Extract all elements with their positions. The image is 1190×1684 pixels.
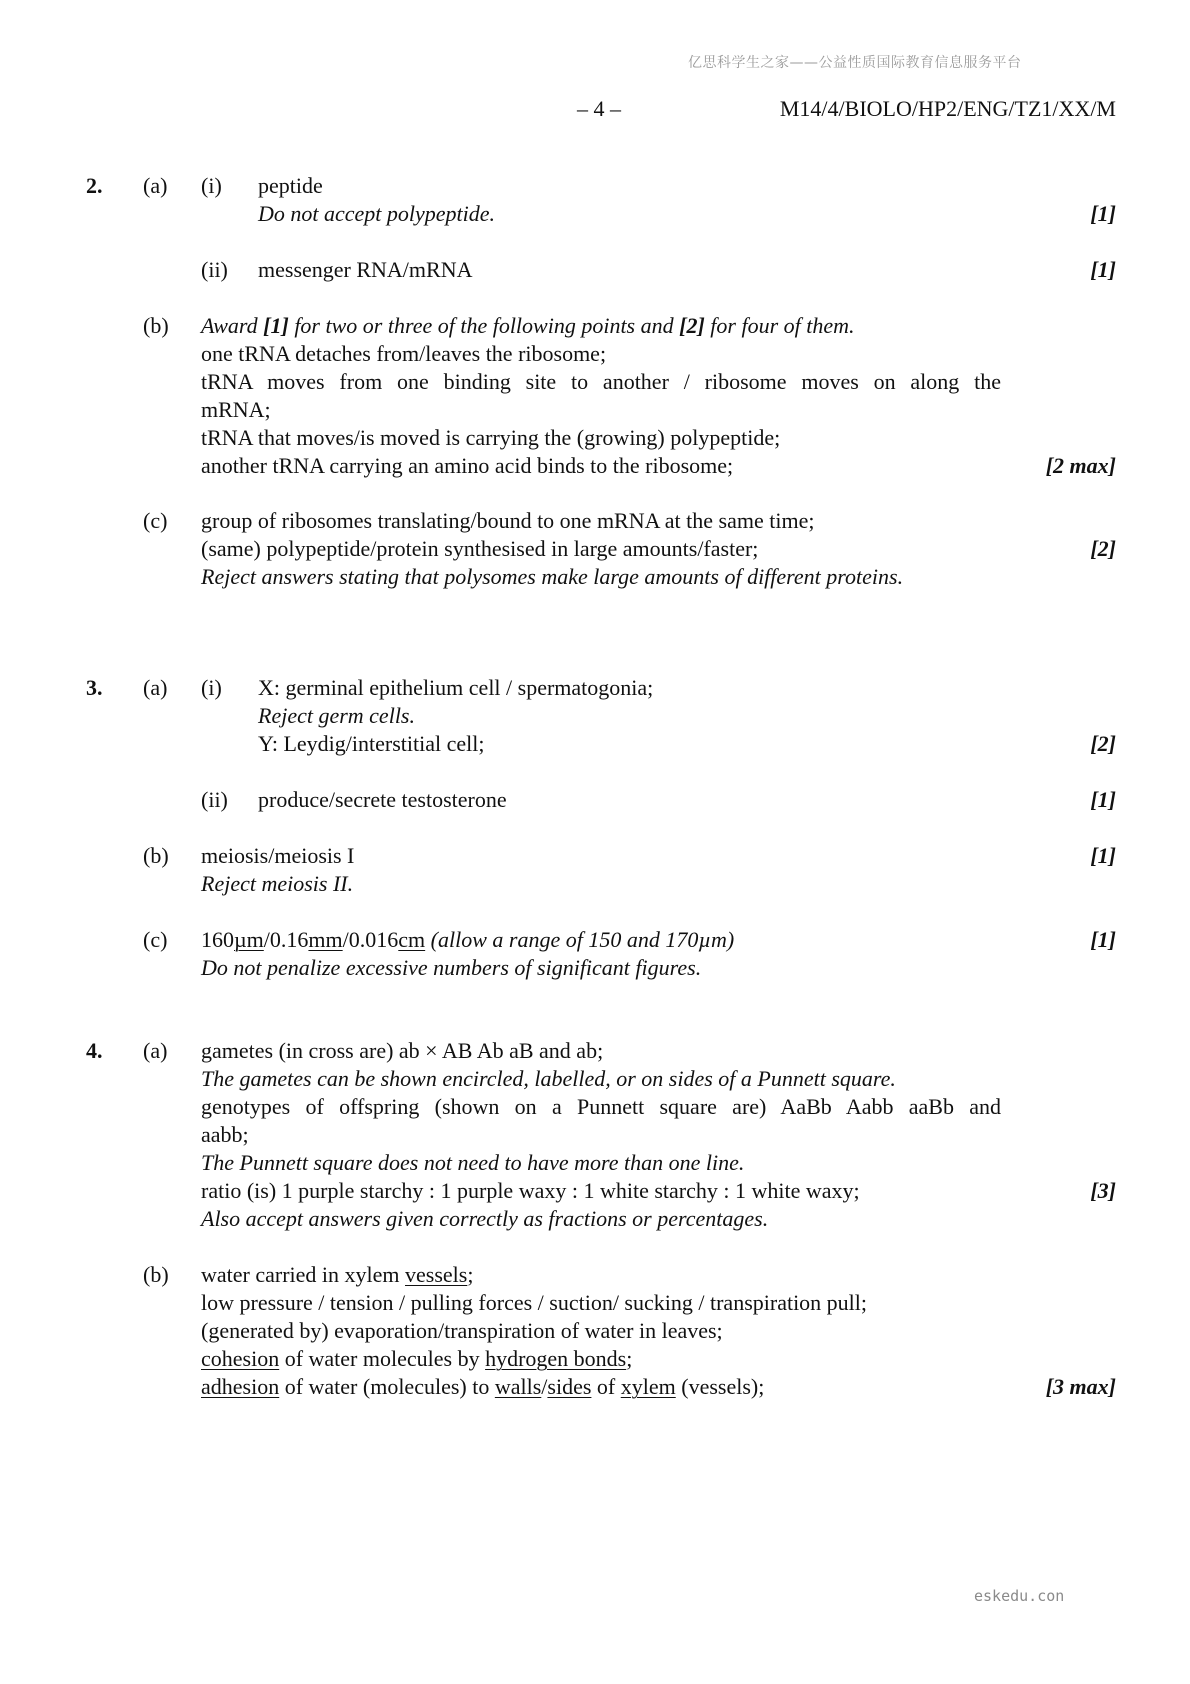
- q2-a-ii-answer: messenger RNA/mRNA: [258, 257, 473, 282]
- q2-b-point-4: another tRNA carrying an amino acid binds to the ribosome;: [201, 453, 734, 478]
- q2-a-ii-mark: [1]: [1090, 257, 1116, 282]
- q2-a-i-label: (i): [201, 173, 222, 198]
- q2-b-mark: [2 max]: [1045, 453, 1116, 478]
- q3-a-i-x: X: germinal epithelium cell / spermatogonia;: [258, 675, 654, 700]
- q2-b-label: (b): [143, 313, 169, 338]
- q4-b-mark: [3 max]: [1045, 1374, 1116, 1399]
- q2-a-label: (a): [143, 173, 168, 198]
- q3-a-i-note: Reject germ cells.: [258, 703, 415, 728]
- q2-b-point-2: tRNA moves from one binding site to another / ribosome moves on along the: [201, 369, 1001, 394]
- q4-number: 4.: [86, 1038, 103, 1063]
- q4-a-mark: [3]: [1090, 1178, 1116, 1203]
- q4-a-genotypes-cont: aabb;: [201, 1122, 249, 1147]
- q2-c-mark: [2]: [1090, 536, 1116, 561]
- q3-a-ii-mark: [1]: [1090, 787, 1116, 812]
- q3-c-note: Do not penalize excessive numbers of significant figures.: [201, 955, 702, 980]
- q3-a-i-y: Y: Leydig/interstitial cell;: [258, 731, 485, 756]
- q3-b-label: (b): [143, 843, 169, 868]
- q4-a-genotypes: genotypes of offspring (shown on a Punnett square are) AaBb Aabb aaBb and: [201, 1094, 1001, 1119]
- q2-c-label: (c): [143, 508, 168, 533]
- q3-b-mark: [1]: [1090, 843, 1116, 868]
- q4-a-ratio: ratio (is) 1 purple starchy : 1 purple waxy : 1 white starchy : 1 white waxy;: [201, 1178, 860, 1203]
- q2-a-i-mark: [1]: [1090, 201, 1116, 226]
- q3-a-i-mark: [2]: [1090, 731, 1116, 756]
- q3-c-answer: 160µm/0.16mm/0.016cm (allow a range of 150 and 170µm): [201, 927, 735, 952]
- q4-a-label: (a): [143, 1038, 168, 1063]
- q3-a-ii-label: (ii): [201, 787, 228, 812]
- q3-c-label: (c): [143, 927, 168, 952]
- page-number: – 4 –: [577, 96, 621, 121]
- q3-b-note: Reject meiosis II.: [201, 871, 354, 896]
- paper-code: M14/4/BIOLO/HP2/ENG/TZ1/XX/M: [779, 96, 1116, 121]
- q4-b-point-2: low pressure / tension / pulling forces / suction/ sucking / transpiration pull;: [201, 1290, 868, 1315]
- q4-a-note-3: Also accept answers given correctly as fractions or percentages.: [201, 1206, 769, 1231]
- q2-a-i-note: Do not accept polypeptide.: [258, 201, 496, 226]
- q4-b-point-5: adhesion of water (molecules) to walls/sides of xylem (vessels);: [201, 1374, 765, 1399]
- q4-a-note-2: The Punnett square does not need to have more than one line.: [201, 1150, 745, 1175]
- q2-b-point-2-cont: mRNA;: [201, 397, 271, 422]
- q2-c-point-2: (same) polypeptide/protein synthesised in large amounts/faster;: [201, 536, 759, 561]
- q2-b-point-1: one tRNA detaches from/leaves the ribosome;: [201, 341, 607, 366]
- q2-b-award-instruction: Award [1] for two or three of the following points and [2] for four of them.: [201, 313, 855, 338]
- watermark: 亿思科学生之家——公益性质国际教育信息服务平台: [688, 55, 1022, 71]
- q2-c-point-1: group of ribosomes translating/bound to one mRNA at the same time;: [201, 508, 815, 533]
- q3-c-mark: [1]: [1090, 927, 1116, 952]
- q2-a-i-answer: peptide: [258, 173, 323, 198]
- footer-site: eskedu.con: [974, 1587, 1065, 1605]
- q4-b-point-3: (generated by) evaporation/transpiration of water in leaves;: [201, 1318, 723, 1343]
- q3-a-i-label: (i): [201, 675, 222, 700]
- q4-b-label: (b): [143, 1262, 169, 1287]
- q2-number: 2.: [86, 173, 103, 198]
- q3-number: 3.: [86, 675, 103, 700]
- q4-b-point-1: water carried in xylem vessels;: [201, 1262, 474, 1287]
- q3-b-answer: meiosis/meiosis I: [201, 843, 355, 868]
- q4-a-note-1: The gametes can be shown encircled, labelled, or on sides of a Punnett square.: [201, 1066, 896, 1091]
- q4-b-point-4: cohesion of water molecules by hydrogen bonds;: [201, 1346, 633, 1371]
- q2-c-note: Reject answers stating that polysomes make large amounts of different proteins.: [201, 564, 904, 589]
- q2-b-point-3: tRNA that moves/is moved is carrying the (growing) polypeptide;: [201, 425, 781, 450]
- q3-a-label: (a): [143, 675, 168, 700]
- q2-a-ii-label: (ii): [201, 257, 228, 282]
- q3-a-ii-answer: produce/secrete testosterone: [258, 787, 507, 812]
- q4-a-gametes: gametes (in cross are) ab × AB Ab aB and ab;: [201, 1038, 604, 1063]
